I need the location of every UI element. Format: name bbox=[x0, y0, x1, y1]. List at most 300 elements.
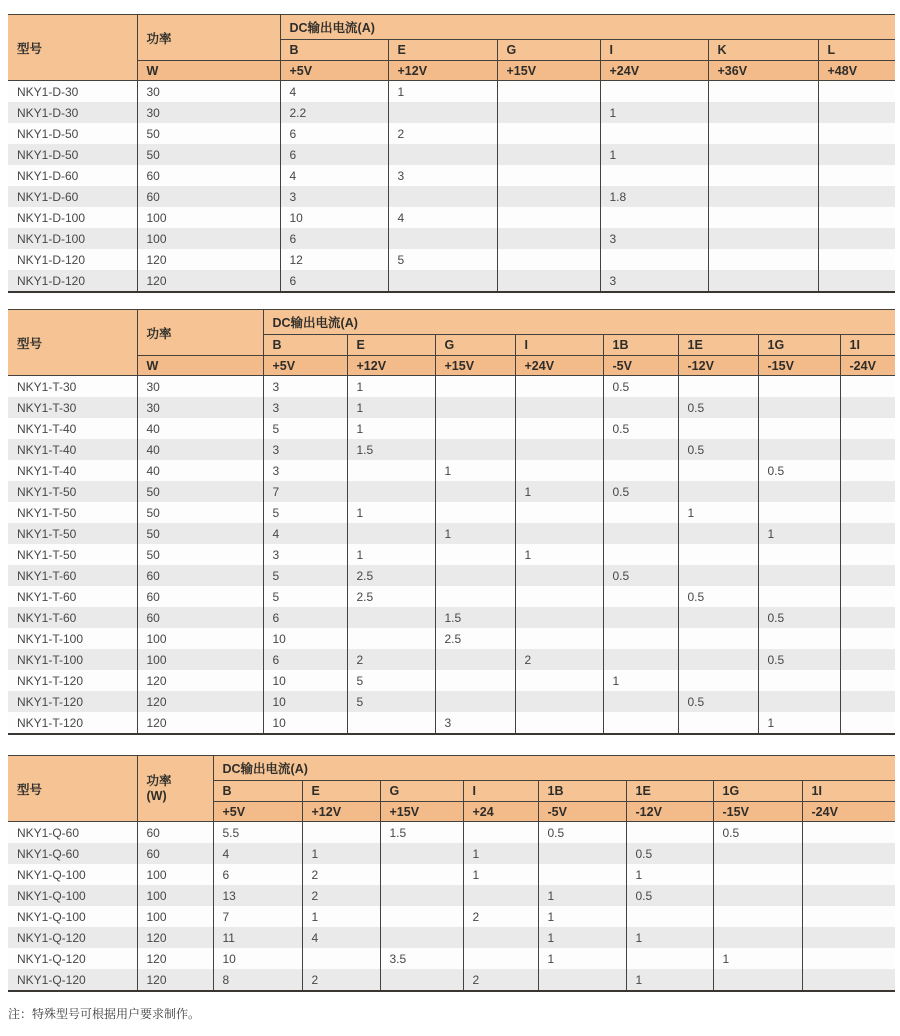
table-row bbox=[8, 864, 895, 885]
table-row bbox=[8, 270, 895, 291]
value-cell: 7 bbox=[263, 481, 347, 502]
power-cell: 50 bbox=[137, 544, 263, 565]
value-cell: 2.2 bbox=[280, 102, 388, 123]
value-cell: 5 bbox=[263, 502, 347, 523]
dc-output-group-header: DC输出电流(A) bbox=[280, 15, 895, 40]
value-cell: 1 bbox=[538, 906, 626, 927]
value-cell: 1 bbox=[758, 712, 840, 733]
value-cell: 0.5 bbox=[713, 822, 802, 844]
value-cell: 10 bbox=[280, 207, 388, 228]
value-cell bbox=[802, 927, 895, 948]
model-cell: NKY1-T-30 bbox=[8, 376, 137, 398]
value-cell bbox=[603, 586, 678, 607]
value-cell bbox=[600, 81, 708, 103]
column-voltage-header: +12V bbox=[388, 61, 497, 81]
value-cell bbox=[708, 102, 818, 123]
value-cell bbox=[603, 649, 678, 670]
column-voltage-header: +15V bbox=[435, 356, 515, 376]
value-cell: 0.5 bbox=[678, 691, 758, 712]
value-cell: 13 bbox=[213, 885, 302, 906]
model-cell: NKY1-D-100 bbox=[8, 228, 137, 249]
value-cell bbox=[435, 376, 515, 398]
power-cell: 30 bbox=[137, 81, 280, 103]
footnote: 注：特殊型号可根据用户要求制作。 bbox=[8, 1007, 201, 1021]
spec-table-quad-output-container bbox=[8, 755, 895, 992]
table-row bbox=[8, 927, 895, 948]
model-cell: NKY1-Q-100 bbox=[8, 885, 137, 906]
column-voltage-header: -5V bbox=[538, 802, 626, 822]
value-cell: 6 bbox=[280, 123, 388, 144]
model-cell: NKY1-D-60 bbox=[8, 186, 137, 207]
table-row bbox=[8, 186, 895, 207]
power-cell: 40 bbox=[137, 418, 263, 439]
value-cell: 0.5 bbox=[678, 439, 758, 460]
value-cell bbox=[840, 523, 895, 544]
power-cell: 120 bbox=[137, 969, 213, 990]
model-cell: NKY1-D-120 bbox=[8, 270, 137, 291]
value-cell bbox=[435, 565, 515, 586]
model-cell: NKY1-T-40 bbox=[8, 460, 137, 481]
power-header: 功率 bbox=[137, 310, 263, 356]
value-cell bbox=[600, 123, 708, 144]
table-row bbox=[8, 523, 895, 544]
table-row bbox=[8, 649, 895, 670]
model-cell: NKY1-T-60 bbox=[8, 607, 137, 628]
value-cell: 1 bbox=[626, 927, 713, 948]
column-code-header: 1I bbox=[802, 781, 895, 802]
power-cell: 120 bbox=[137, 712, 263, 733]
value-cell: 3 bbox=[280, 186, 388, 207]
column-voltage-header: -24V bbox=[840, 356, 895, 376]
spec-table-dual-output-container bbox=[8, 14, 895, 293]
model-cell: NKY1-T-40 bbox=[8, 439, 137, 460]
value-cell: 5 bbox=[347, 691, 435, 712]
value-cell bbox=[538, 843, 626, 864]
value-cell bbox=[713, 843, 802, 864]
model-header: 型号 bbox=[8, 15, 137, 81]
table-row bbox=[8, 502, 895, 523]
value-cell: 1.8 bbox=[600, 186, 708, 207]
value-cell: 1 bbox=[347, 544, 435, 565]
table-row bbox=[8, 439, 895, 460]
table-row bbox=[8, 123, 895, 144]
model-header: 型号 bbox=[8, 756, 137, 822]
power-cell: 100 bbox=[137, 864, 213, 885]
column-code-header: I bbox=[515, 335, 603, 356]
value-cell bbox=[708, 228, 818, 249]
value-cell: 4 bbox=[263, 523, 347, 544]
value-cell: 2 bbox=[302, 885, 380, 906]
value-cell: 5 bbox=[263, 565, 347, 586]
model-cell: NKY1-Q-120 bbox=[8, 969, 137, 990]
value-cell bbox=[347, 628, 435, 649]
column-code-header: I bbox=[463, 781, 538, 802]
column-code-header: G bbox=[435, 335, 515, 356]
value-cell bbox=[818, 270, 895, 291]
power-cell: 120 bbox=[137, 270, 280, 291]
value-cell bbox=[678, 712, 758, 733]
value-cell: 1 bbox=[302, 906, 380, 927]
value-cell bbox=[626, 822, 713, 844]
value-cell: 3 bbox=[263, 544, 347, 565]
column-code-header: 1B bbox=[538, 781, 626, 802]
column-voltage-header: +48V bbox=[818, 61, 895, 81]
value-cell bbox=[840, 565, 895, 586]
table-row bbox=[8, 376, 895, 398]
power-header: 功率 bbox=[137, 15, 280, 61]
value-cell bbox=[818, 186, 895, 207]
power-cell: 100 bbox=[137, 906, 213, 927]
model-cell: NKY1-T-40 bbox=[8, 418, 137, 439]
power-unit-header: W bbox=[137, 61, 280, 81]
header-row-group bbox=[8, 756, 895, 781]
value-cell bbox=[840, 607, 895, 628]
value-cell bbox=[678, 523, 758, 544]
value-cell bbox=[802, 885, 895, 906]
value-cell bbox=[600, 207, 708, 228]
column-voltage-header: +24V bbox=[600, 61, 708, 81]
value-cell bbox=[758, 628, 840, 649]
value-cell bbox=[758, 544, 840, 565]
value-cell bbox=[713, 864, 802, 885]
column-code-header: B bbox=[280, 40, 388, 61]
value-cell: 2 bbox=[463, 906, 538, 927]
value-cell bbox=[840, 460, 895, 481]
value-cell: 10 bbox=[263, 712, 347, 733]
power-cell: 100 bbox=[137, 885, 213, 906]
value-cell bbox=[678, 460, 758, 481]
table-row bbox=[8, 822, 895, 844]
table-row bbox=[8, 607, 895, 628]
power-cell: 40 bbox=[137, 460, 263, 481]
value-cell bbox=[840, 481, 895, 502]
table-row bbox=[8, 628, 895, 649]
value-cell: 3 bbox=[263, 439, 347, 460]
value-cell bbox=[515, 586, 603, 607]
value-cell: 0.5 bbox=[538, 822, 626, 844]
value-cell bbox=[802, 948, 895, 969]
value-cell: 10 bbox=[263, 670, 347, 691]
value-cell: 1 bbox=[600, 144, 708, 165]
value-cell bbox=[515, 418, 603, 439]
column-voltage-header: -15V bbox=[713, 802, 802, 822]
column-code-header: 1G bbox=[713, 781, 802, 802]
model-cell: NKY1-Q-120 bbox=[8, 927, 137, 948]
value-cell bbox=[388, 186, 497, 207]
model-cell: NKY1-Q-100 bbox=[8, 864, 137, 885]
column-voltage-header: +12V bbox=[302, 802, 380, 822]
column-voltage-header: -12V bbox=[626, 802, 713, 822]
value-cell bbox=[708, 186, 818, 207]
value-cell bbox=[708, 81, 818, 103]
value-cell bbox=[380, 927, 463, 948]
table-row bbox=[8, 144, 895, 165]
value-cell: 0.5 bbox=[626, 885, 713, 906]
value-cell: 0.5 bbox=[603, 418, 678, 439]
value-cell: 2 bbox=[388, 123, 497, 144]
quad-output-spec-table bbox=[8, 756, 895, 990]
value-cell bbox=[435, 418, 515, 439]
value-cell: 1 bbox=[347, 376, 435, 398]
value-cell bbox=[840, 628, 895, 649]
model-cell: NKY1-T-50 bbox=[8, 523, 137, 544]
value-cell bbox=[708, 165, 818, 186]
value-cell bbox=[603, 607, 678, 628]
value-cell bbox=[515, 565, 603, 586]
table-row bbox=[8, 586, 895, 607]
value-cell: 8 bbox=[213, 969, 302, 990]
value-cell bbox=[302, 822, 380, 844]
column-code-header: 1G bbox=[758, 335, 840, 356]
value-cell: 1 bbox=[515, 544, 603, 565]
value-cell: 5 bbox=[347, 670, 435, 691]
value-cell bbox=[802, 906, 895, 927]
column-code-header: 1I bbox=[840, 335, 895, 356]
column-code-header: 1E bbox=[678, 335, 758, 356]
table-row bbox=[8, 249, 895, 270]
column-voltage-header: +5V bbox=[213, 802, 302, 822]
value-cell: 1.5 bbox=[380, 822, 463, 844]
value-cell bbox=[678, 418, 758, 439]
value-cell bbox=[713, 885, 802, 906]
value-cell: 0.5 bbox=[626, 843, 713, 864]
value-cell bbox=[497, 102, 600, 123]
value-cell bbox=[515, 439, 603, 460]
value-cell bbox=[515, 607, 603, 628]
value-cell: 1 bbox=[388, 81, 497, 103]
value-cell bbox=[463, 885, 538, 906]
value-cell bbox=[388, 228, 497, 249]
power-cell: 40 bbox=[137, 439, 263, 460]
value-cell bbox=[758, 376, 840, 398]
value-cell bbox=[678, 376, 758, 398]
value-cell: 4 bbox=[280, 81, 388, 103]
model-cell: NKY1-D-60 bbox=[8, 165, 137, 186]
table-row bbox=[8, 565, 895, 586]
table-row bbox=[8, 843, 895, 864]
power-cell: 120 bbox=[137, 948, 213, 969]
value-cell bbox=[347, 460, 435, 481]
value-cell bbox=[435, 586, 515, 607]
model-cell: NKY1-T-30 bbox=[8, 397, 137, 418]
value-cell bbox=[603, 397, 678, 418]
value-cell bbox=[603, 691, 678, 712]
power-cell: 30 bbox=[137, 102, 280, 123]
value-cell: 1.5 bbox=[347, 439, 435, 460]
value-cell: 2 bbox=[463, 969, 538, 990]
value-cell bbox=[515, 712, 603, 733]
value-cell: 1 bbox=[538, 885, 626, 906]
value-cell: 0.5 bbox=[678, 397, 758, 418]
table-row bbox=[8, 948, 895, 969]
power-cell: 120 bbox=[137, 927, 213, 948]
value-cell bbox=[708, 144, 818, 165]
power-cell: 60 bbox=[137, 822, 213, 844]
value-cell: 1 bbox=[347, 397, 435, 418]
value-cell bbox=[818, 81, 895, 103]
model-cell: NKY1-Q-100 bbox=[8, 906, 137, 927]
model-cell: NKY1-D-30 bbox=[8, 102, 137, 123]
value-cell: 1 bbox=[626, 864, 713, 885]
value-cell bbox=[802, 864, 895, 885]
value-cell bbox=[818, 144, 895, 165]
value-cell bbox=[818, 165, 895, 186]
column-voltage-header: +5V bbox=[263, 356, 347, 376]
table-row bbox=[8, 207, 895, 228]
value-cell: 1 bbox=[435, 523, 515, 544]
value-cell bbox=[463, 822, 538, 844]
value-cell bbox=[758, 670, 840, 691]
value-cell bbox=[380, 906, 463, 927]
value-cell bbox=[713, 906, 802, 927]
value-cell bbox=[435, 544, 515, 565]
power-unit-label: (W) bbox=[146, 788, 167, 803]
value-cell: 1 bbox=[463, 843, 538, 864]
value-cell bbox=[435, 502, 515, 523]
column-voltage-header: -15V bbox=[758, 356, 840, 376]
value-cell bbox=[497, 165, 600, 186]
header-row-group bbox=[8, 15, 895, 40]
value-cell bbox=[388, 144, 497, 165]
power-cell: 100 bbox=[137, 649, 263, 670]
model-cell: NKY1-T-100 bbox=[8, 649, 137, 670]
model-cell: NKY1-Q-120 bbox=[8, 948, 137, 969]
column-code-header: E bbox=[302, 781, 380, 802]
model-cell: NKY1-T-50 bbox=[8, 502, 137, 523]
model-cell: NKY1-D-50 bbox=[8, 144, 137, 165]
model-cell: NKY1-T-120 bbox=[8, 691, 137, 712]
power-header bbox=[137, 756, 213, 822]
table-row bbox=[8, 460, 895, 481]
value-cell: 4 bbox=[302, 927, 380, 948]
value-cell bbox=[818, 228, 895, 249]
power-cell: 50 bbox=[137, 481, 263, 502]
value-cell bbox=[515, 397, 603, 418]
column-voltage-header: +24V bbox=[515, 356, 603, 376]
table-row bbox=[8, 906, 895, 927]
value-cell bbox=[347, 712, 435, 733]
value-cell: 0.5 bbox=[603, 565, 678, 586]
value-cell: 3 bbox=[388, 165, 497, 186]
value-cell: 1 bbox=[463, 864, 538, 885]
value-cell bbox=[435, 649, 515, 670]
value-cell: 3 bbox=[600, 270, 708, 291]
value-cell bbox=[538, 864, 626, 885]
power-cell: 50 bbox=[137, 523, 263, 544]
value-cell: 5 bbox=[263, 586, 347, 607]
power-cell: 50 bbox=[137, 502, 263, 523]
value-cell: 5 bbox=[388, 249, 497, 270]
value-cell: 1 bbox=[713, 948, 802, 969]
value-cell: 1 bbox=[347, 418, 435, 439]
value-cell bbox=[758, 691, 840, 712]
value-cell: 1.5 bbox=[435, 607, 515, 628]
value-cell: 2 bbox=[302, 864, 380, 885]
model-cell: NKY1-D-50 bbox=[8, 123, 137, 144]
value-cell: 10 bbox=[263, 691, 347, 712]
table-row bbox=[8, 418, 895, 439]
value-cell bbox=[347, 607, 435, 628]
value-cell bbox=[515, 628, 603, 649]
value-cell bbox=[435, 397, 515, 418]
power-cell: 50 bbox=[137, 144, 280, 165]
value-cell: 12 bbox=[280, 249, 388, 270]
value-cell bbox=[497, 249, 600, 270]
value-cell: 6 bbox=[280, 270, 388, 291]
value-cell bbox=[497, 270, 600, 291]
column-code-header: G bbox=[497, 40, 600, 61]
value-cell bbox=[435, 439, 515, 460]
value-cell bbox=[515, 670, 603, 691]
value-cell: 3 bbox=[263, 376, 347, 398]
value-cell bbox=[713, 969, 802, 990]
value-cell: 6 bbox=[263, 607, 347, 628]
value-cell bbox=[600, 165, 708, 186]
value-cell bbox=[708, 123, 818, 144]
value-cell bbox=[840, 544, 895, 565]
column-code-header: 1B bbox=[603, 335, 678, 356]
value-cell bbox=[626, 906, 713, 927]
value-cell bbox=[515, 502, 603, 523]
power-cell: 60 bbox=[137, 565, 263, 586]
value-cell bbox=[840, 670, 895, 691]
value-cell bbox=[302, 948, 380, 969]
value-cell bbox=[840, 691, 895, 712]
value-cell bbox=[380, 864, 463, 885]
value-cell bbox=[758, 502, 840, 523]
value-cell: 6 bbox=[213, 864, 302, 885]
triple-output-spec-table bbox=[8, 310, 895, 733]
value-cell bbox=[758, 586, 840, 607]
table-row bbox=[8, 397, 895, 418]
value-cell: 2 bbox=[515, 649, 603, 670]
power-cell: 60 bbox=[137, 165, 280, 186]
value-cell bbox=[497, 228, 600, 249]
value-cell bbox=[497, 186, 600, 207]
value-cell: 1 bbox=[302, 843, 380, 864]
value-cell bbox=[497, 144, 600, 165]
table-row bbox=[8, 481, 895, 502]
column-voltage-header: +24 bbox=[463, 802, 538, 822]
table-row bbox=[8, 228, 895, 249]
value-cell bbox=[515, 376, 603, 398]
value-cell bbox=[678, 628, 758, 649]
value-cell bbox=[600, 249, 708, 270]
value-cell: 1 bbox=[626, 969, 713, 990]
value-cell bbox=[435, 481, 515, 502]
power-header-label: 功率 bbox=[146, 773, 172, 788]
value-cell bbox=[840, 649, 895, 670]
column-code-header: L bbox=[818, 40, 895, 61]
value-cell bbox=[603, 523, 678, 544]
value-cell bbox=[758, 565, 840, 586]
model-cell: NKY1-Q-60 bbox=[8, 822, 137, 844]
column-code-header: G bbox=[380, 781, 463, 802]
value-cell: 3 bbox=[263, 397, 347, 418]
column-code-header: I bbox=[600, 40, 708, 61]
table-row bbox=[8, 885, 895, 906]
value-cell: 2.5 bbox=[347, 586, 435, 607]
power-unit-header: W bbox=[137, 356, 263, 376]
value-cell: 5 bbox=[263, 418, 347, 439]
value-cell: 4 bbox=[280, 165, 388, 186]
value-cell bbox=[463, 948, 538, 969]
value-cell: 0.5 bbox=[603, 376, 678, 398]
value-cell: 1 bbox=[538, 927, 626, 948]
value-cell bbox=[708, 270, 818, 291]
value-cell: 0.5 bbox=[758, 460, 840, 481]
column-voltage-header: +15V bbox=[497, 61, 600, 81]
